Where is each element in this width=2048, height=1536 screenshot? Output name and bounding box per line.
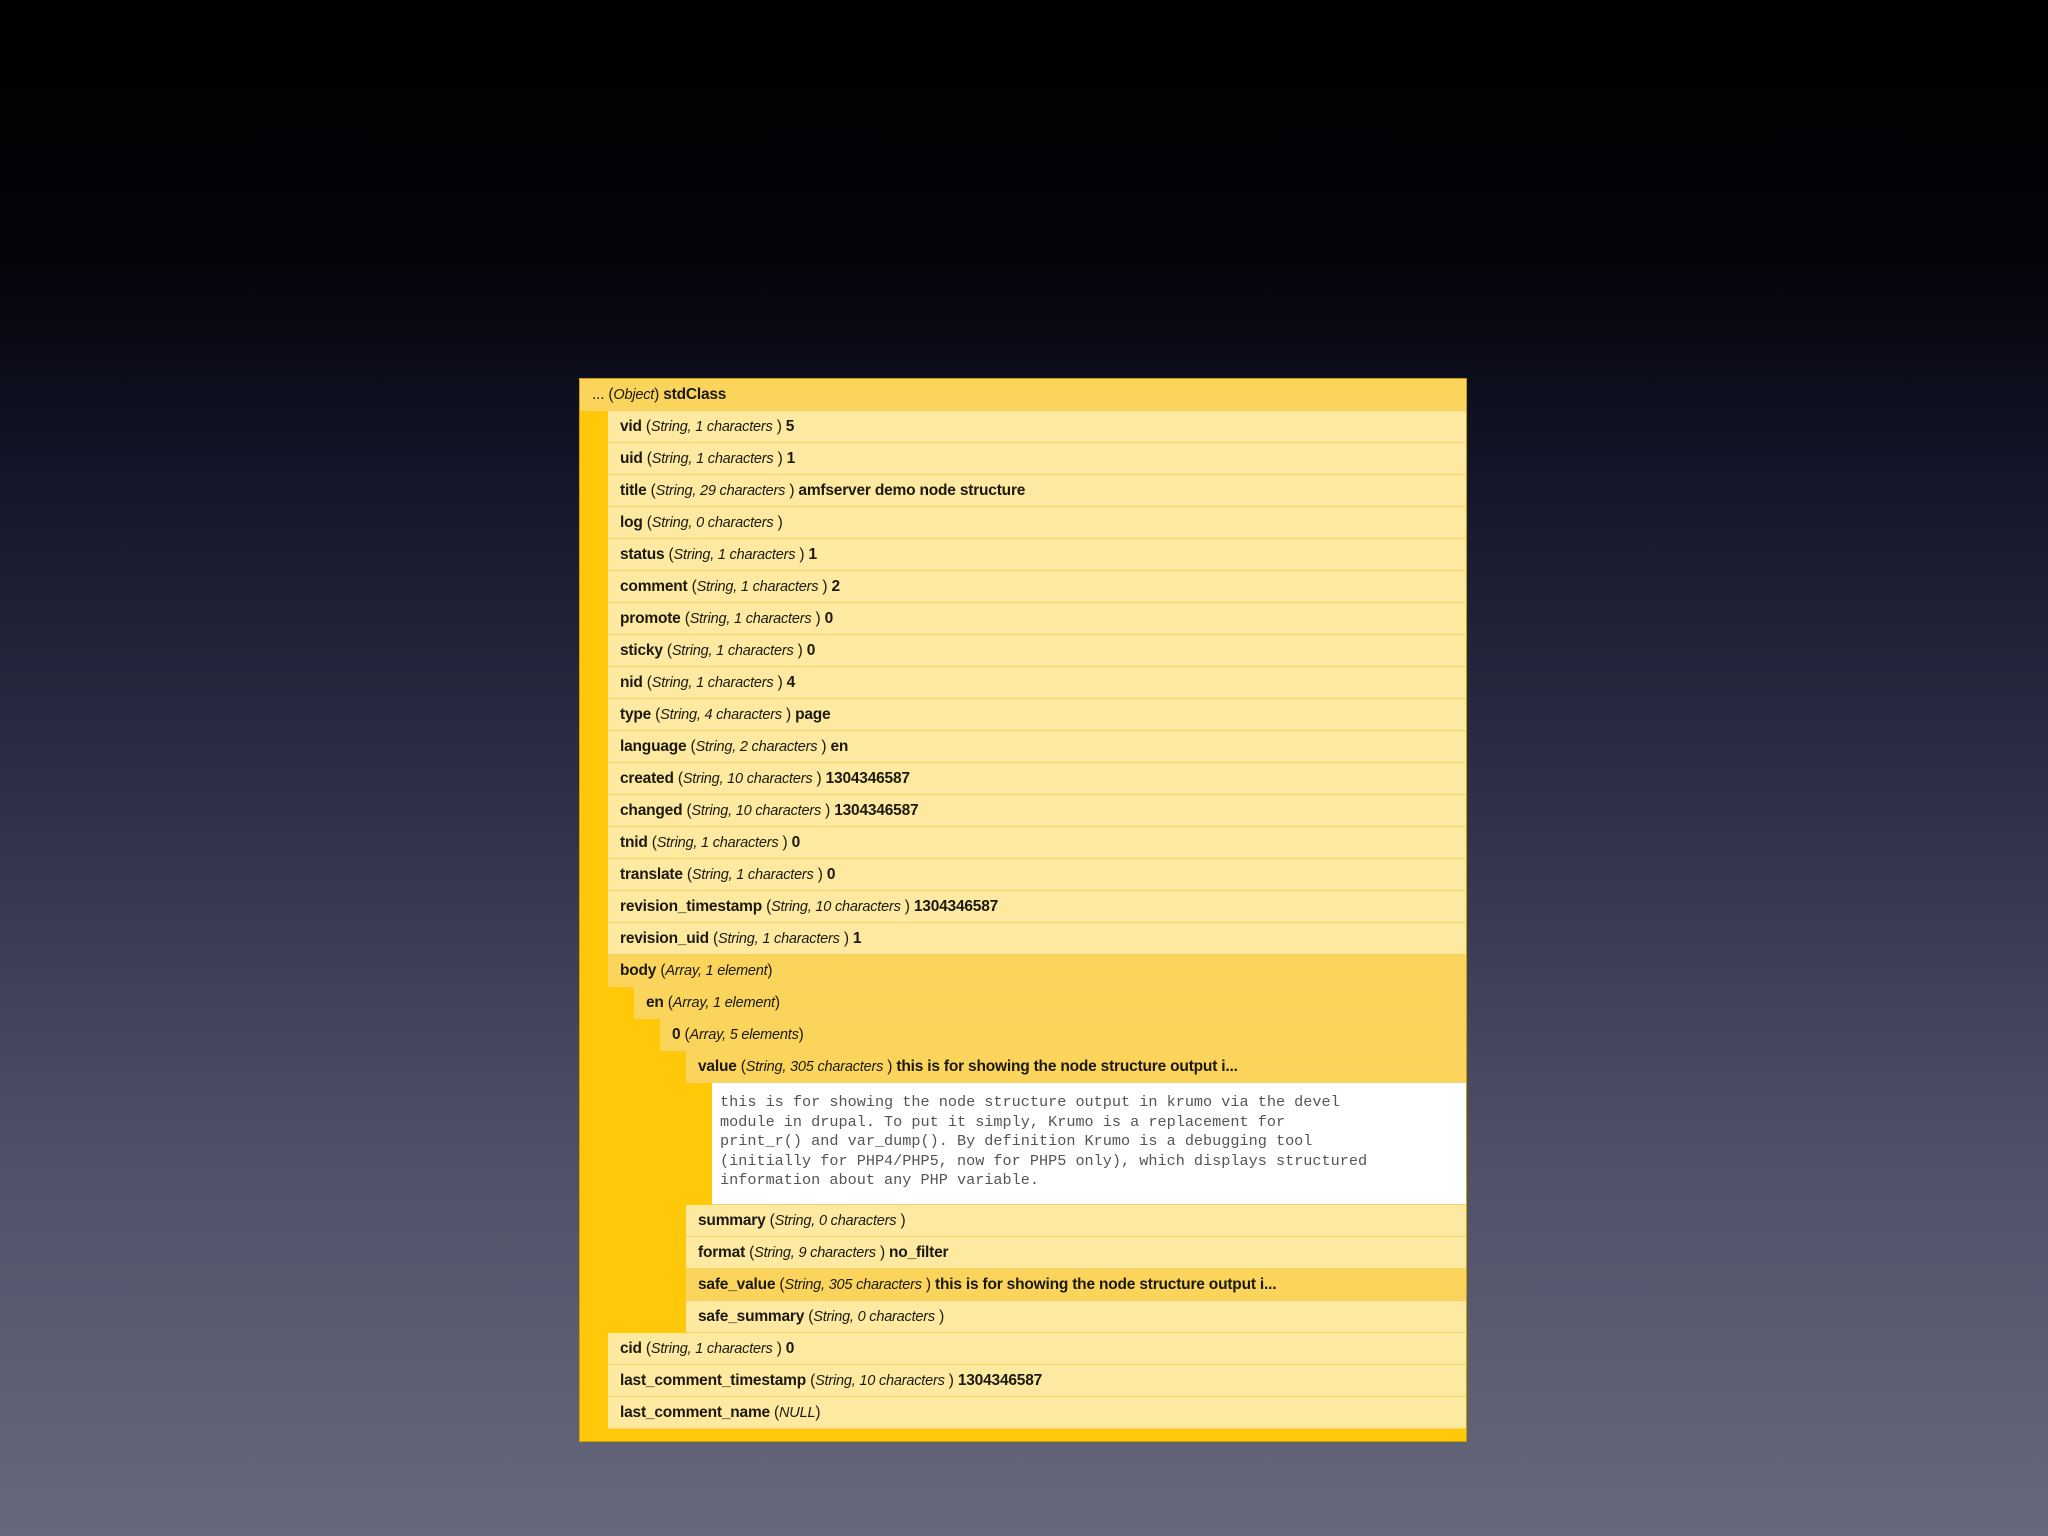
node-fields-list — [580, 411, 1466, 955]
field-row-uid: uid (String, 1 characters ) 1 — [608, 443, 1466, 475]
field-row-revision-uid: revision_uid (String, 1 characters ) 1 — [608, 923, 1466, 955]
field-row-revision-timestamp: revision_timestamp (String, 10 characters ) 1304346587 — [608, 891, 1466, 923]
root-type: Object — [613, 387, 655, 403]
root-name: stdClass — [663, 386, 727, 403]
field-row-log: log (String, 0 characters ) — [608, 507, 1466, 539]
field-row-last-comment-name: last_comment_name (NULL) — [608, 1397, 1466, 1429]
krumo-dump-panel — [579, 378, 1467, 1442]
field-row-tnid: tnid (String, 1 characters ) 0 — [608, 827, 1466, 859]
field-row-translate: translate (String, 1 characters ) 0 — [608, 859, 1466, 891]
field-row-0[interactable]: 0 (Array, 5 elements) — [660, 1019, 1466, 1051]
field-row-value[interactable]: value (String, 305 characters ) this is for showing the node structure output i... — [686, 1051, 1466, 1083]
field-row-created: created (String, 10 characters ) 1304346587 — [608, 763, 1466, 795]
field-row-changed: changed (String, 10 characters ) 1304346587 — [608, 795, 1466, 827]
field-row-nid: nid (String, 1 characters ) 4 — [608, 667, 1466, 699]
value-full-text-box — [712, 1083, 1466, 1205]
field-row-status: status (String, 1 characters ) 1 — [608, 539, 1466, 571]
value-full-text: this is for showing the node structure output in krumo via the devel module in drupal. To put it simply, Krumo is a replacement for print_r() and var_dump(). By definition Krumo is a debugging tool (initially for PHP4/PHP5, now for PHP5 only), which displays structured information about any PHP variable. — [720, 1093, 1368, 1189]
field-row-en[interactable]: en (Array, 1 element) — [634, 987, 1466, 1019]
field-row-title: title (String, 29 characters ) amfserver demo node structure — [608, 475, 1466, 507]
field-row-safe-summary: safe_summary (String, 0 characters ) — [686, 1301, 1466, 1333]
node-tail-fields-list — [580, 1333, 1466, 1429]
field-row-summary: summary (String, 0 characters ) — [686, 1205, 1466, 1237]
field-row-format: format (String, 9 characters ) no_filter — [686, 1237, 1466, 1269]
root-object-row[interactable]: ... (Object) stdClass — [580, 379, 1466, 411]
field-row-cid: cid (String, 1 characters ) 0 — [608, 1333, 1466, 1365]
field-row-type: type (String, 4 characters ) page — [608, 699, 1466, 731]
field-row-language: language (String, 2 characters ) en — [608, 731, 1466, 763]
field-row-promote: promote (String, 1 characters ) 0 — [608, 603, 1466, 635]
field-row-last-comment-timestamp: last_comment_timestamp (String, 10 characters ) 1304346587 — [608, 1365, 1466, 1397]
field-row-body[interactable]: body (Array, 1 element) — [608, 955, 1466, 987]
field-row-safe-value[interactable]: safe_value (String, 305 characters ) this is for showing the node structure output i... — [686, 1269, 1466, 1301]
field-row-comment: comment (String, 1 characters ) 2 — [608, 571, 1466, 603]
root-prefix: ... — [592, 386, 605, 403]
field-row-vid: vid (String, 1 characters ) 5 — [608, 411, 1466, 443]
field-row-sticky: sticky (String, 1 characters ) 0 — [608, 635, 1466, 667]
